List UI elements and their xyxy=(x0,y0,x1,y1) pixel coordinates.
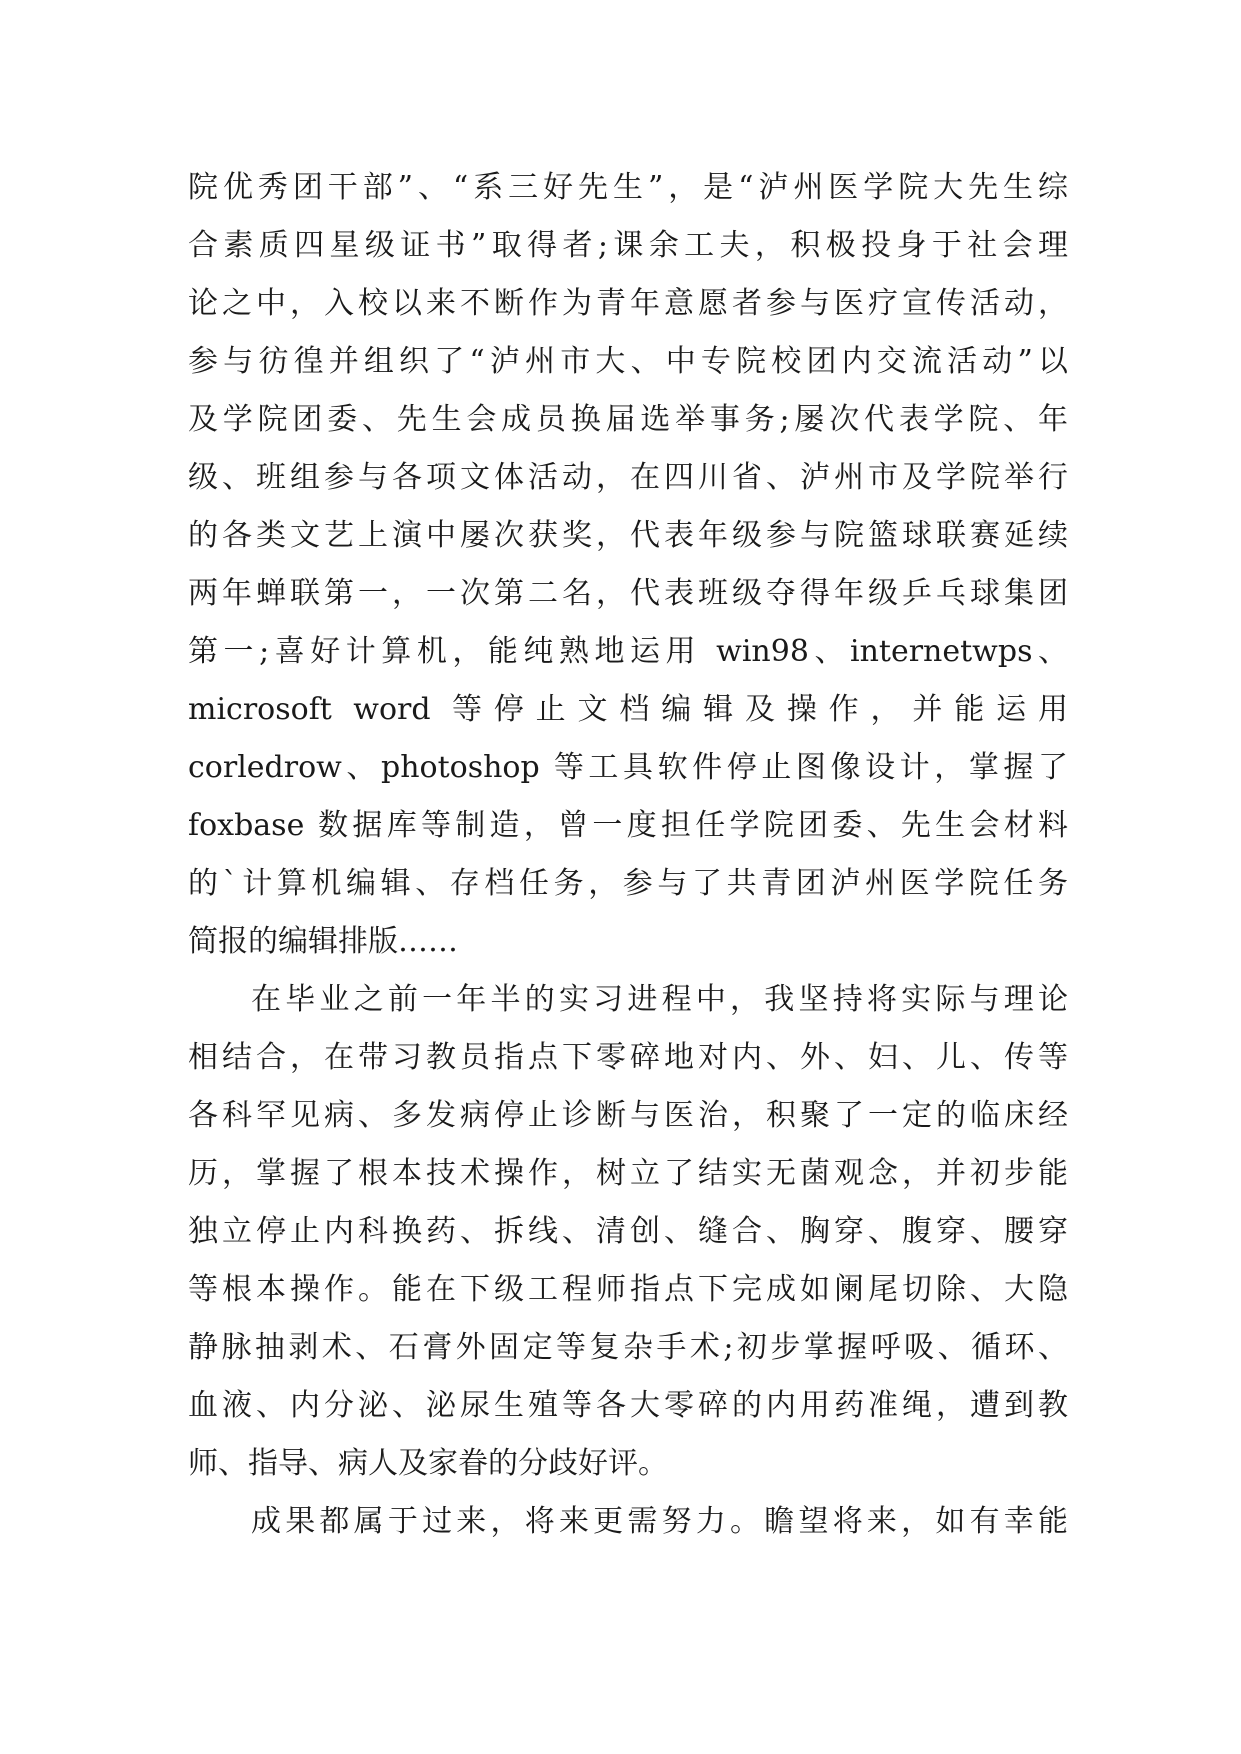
text-line: 静脉抽剥术、石膏外固定等复杂手术;初步掌握呼吸、循环、 xyxy=(188,1330,1068,1365)
text-line: 历，掌握了根本技术操作，树立了结实无菌观念，并初步能 xyxy=(188,1156,1068,1191)
document-body xyxy=(188,159,1068,1551)
text-line: corledrow、photoshop 等工具软件停止图像设计，掌握了 xyxy=(188,750,1068,785)
text-line: 师、指导、病人及家眷的分歧好评。 xyxy=(188,1446,668,1481)
paragraph xyxy=(188,1493,1068,1551)
text-line: 院优秀团干部”、“系三好先生”，是“泸州医学院大先生综 xyxy=(188,170,1068,205)
text-line: 在毕业之前一年半的实习进程中，我坚持将实际与理论 xyxy=(251,982,1068,1017)
text-line: microsoft word 等停止文档编辑及操作，并能运用 xyxy=(188,692,1068,727)
text-line: 等根本操作。能在下级工程师指点下完成如阑尾切除、大隐 xyxy=(188,1272,1068,1307)
text-line: 成果都属于过来，将来更需努力。瞻望将来，如有幸能 xyxy=(251,1504,1068,1539)
text-line: 参与彷徨并组织了“泸州市大、中专院校团内交流活动”以 xyxy=(188,344,1068,379)
text-line: 的`计算机编辑、存档任务，参与了共青团泸州医学院任务 xyxy=(188,866,1068,901)
text-line: 两年蝉联第一，一次第二名，代表班级夺得年级乒乓球集团 xyxy=(188,576,1068,611)
text-line: 相结合，在带习教员指点下零碎地对内、外、妇、儿、传等 xyxy=(188,1040,1068,1075)
text-line: 的各类文艺上演中屡次获奖，代表年级参与院篮球联赛延续 xyxy=(188,518,1068,553)
text-line: 及学院团委、先生会成员换届选举事务;屡次代表学院、年 xyxy=(188,402,1068,437)
text-line: 简报的编辑排版…… xyxy=(188,924,458,959)
text-line: 各科罕见病、多发病停止诊断与医治，积聚了一定的临床经 xyxy=(188,1098,1068,1133)
paragraph xyxy=(188,159,1068,971)
text-line: 血液、内分泌、泌尿生殖等各大零碎的内用药准绳，遭到教 xyxy=(188,1388,1068,1423)
text-line: foxbase 数据库等制造，曾一度担任学院团委、先生会材料 xyxy=(188,808,1068,843)
text-line: 合素质四星级证书”取得者;课余工夫，积极投身于社会理 xyxy=(188,228,1068,263)
text-line: 级、班组参与各项文体活动，在四川省、泸州市及学院举行 xyxy=(188,460,1068,495)
paragraph xyxy=(188,971,1068,1493)
text-line: 论之中，入校以来不断作为青年意愿者参与医疗宣传活动， xyxy=(188,286,1068,321)
text-line: 第一;喜好计算机，能纯熟地运用 win98、internetwps、 xyxy=(188,634,1068,669)
text-line: 独立停止内科换药、拆线、清创、缝合、胸穿、腹穿、腰穿 xyxy=(188,1214,1068,1249)
